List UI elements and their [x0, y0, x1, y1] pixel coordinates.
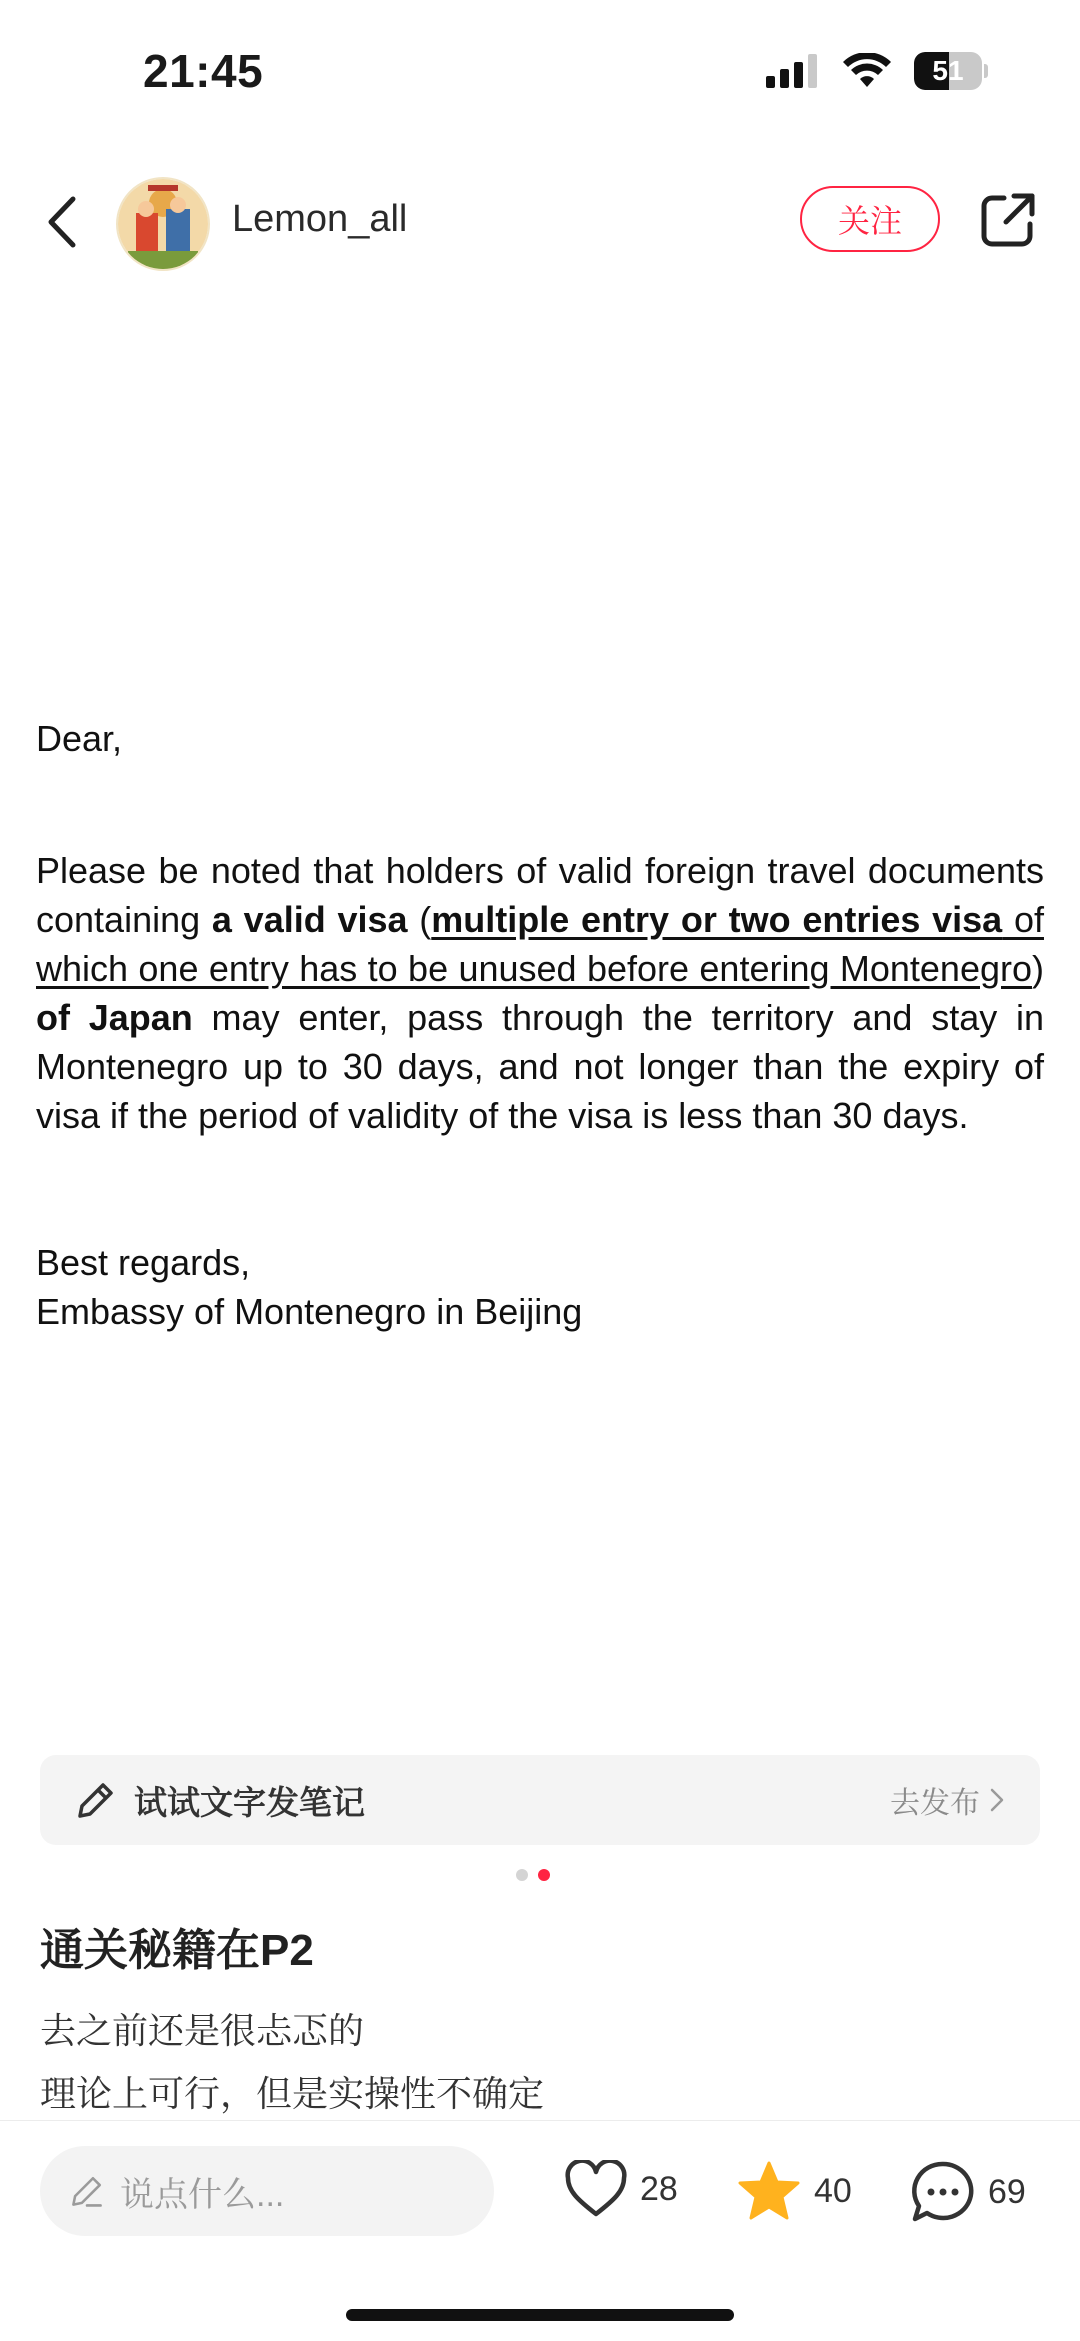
publish-label: 去发布: [890, 1787, 980, 1820]
image-pager: [516, 1869, 550, 1881]
battery-icon: [914, 52, 988, 90]
share-button[interactable]: [978, 190, 1038, 250]
wifi-icon: [842, 53, 892, 89]
like-count: 28: [640, 2169, 678, 2208]
star-icon: [736, 2160, 802, 2222]
letter-greeting: Dear,: [36, 718, 123, 759]
comment-icon: [910, 2160, 976, 2224]
username[interactable]: Lemon_all: [232, 198, 408, 240]
letter-closing: Best regards,: [36, 1242, 251, 1283]
home-indicator[interactable]: [346, 2309, 734, 2321]
post-text-line: 去之前还是很忐忑的: [40, 2010, 365, 2051]
favorite-count: 40: [814, 2171, 852, 2210]
publish-link[interactable]: [890, 1778, 1004, 1822]
letter-signoff: [36, 1238, 1044, 1336]
heart-icon: [564, 2160, 628, 2218]
letter-signature: Embassy of Montenegro in Beijing: [36, 1291, 583, 1332]
share-icon: [978, 190, 1038, 250]
pen-icon: [76, 1780, 116, 1820]
back-icon: [47, 196, 77, 248]
letter-body: Please be noted that holders of valid foreign travel documents containing a valid visa (multiple entry or two entries visa of which one entry has to be unused before entering Montenegro) of Japan may enter, pass through the territory and stay in Montenegro up to 30 days, and not longer than the expiry of visa if the period of validity of the visa is less than 30 days.: [36, 850, 1045, 1136]
status-time: 21:45: [143, 45, 264, 97]
try-text-note-bar[interactable]: [40, 1755, 1040, 1845]
chevron-right-icon: [990, 1788, 1004, 1812]
battery-level: 51: [932, 55, 964, 86]
signal-icon: [766, 54, 820, 88]
post-text-line: 理论上可行，但是实操性不确定: [40, 2073, 545, 2114]
back-button[interactable]: [38, 192, 86, 252]
like-button[interactable]: [564, 2160, 678, 2218]
pen-icon: [70, 2174, 104, 2208]
avatar[interactable]: [116, 177, 210, 271]
bottom-divider: [0, 2120, 1080, 2121]
comment-count: 69: [988, 2172, 1026, 2211]
comment-input[interactable]: [40, 2146, 494, 2236]
comment-button[interactable]: [910, 2160, 1026, 2224]
comment-placeholder: 说点什么...: [120, 2175, 285, 2214]
post-title: 通关秘籍在P2: [40, 1926, 314, 1975]
favorite-button[interactable]: [736, 2160, 852, 2222]
pager-dot-1[interactable]: [516, 1869, 528, 1881]
pager-dot-2[interactable]: [538, 1869, 550, 1881]
status-icons: [766, 52, 988, 90]
try-text-note-label: 试试文字发笔记: [134, 1783, 365, 1821]
follow-button[interactable]: 关注: [800, 186, 940, 252]
